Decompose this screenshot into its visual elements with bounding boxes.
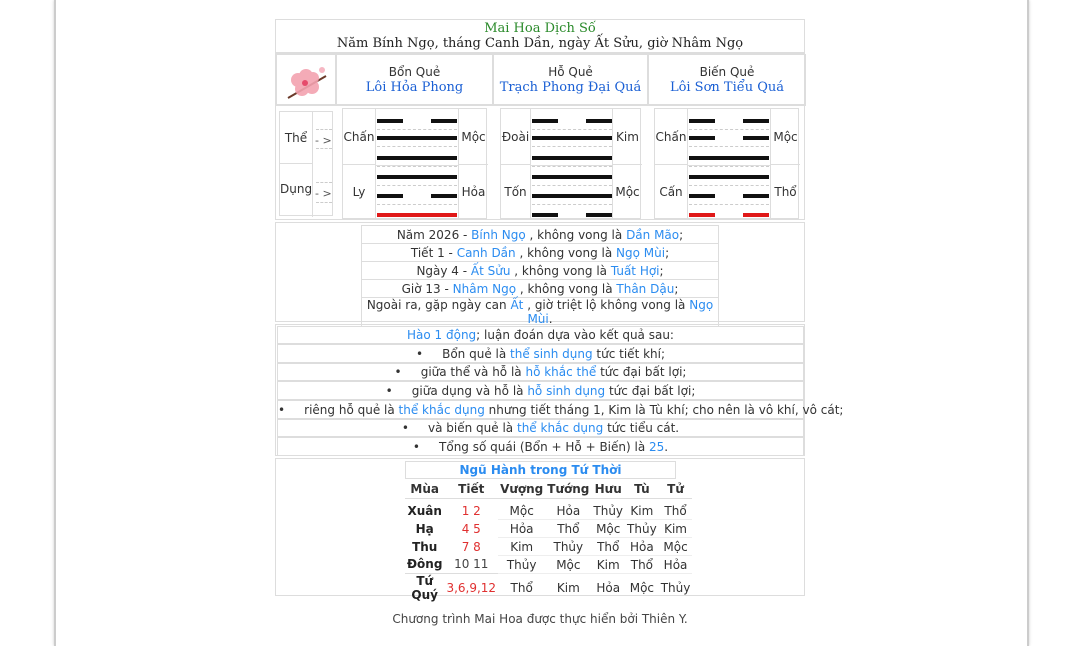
ngu-hanh-col-header: Hưu bbox=[591, 479, 625, 499]
ngu-hanh-row bbox=[405, 520, 692, 538]
analysis-heading: Hào 1 động; luận đoán dựa vào kết quả sau: bbox=[277, 326, 804, 344]
year-row: Năm 2026 - Bính Ngọ , không vong là Dần Mão; bbox=[362, 226, 719, 244]
ho-quai-header bbox=[493, 54, 648, 106]
line-divider bbox=[532, 146, 612, 147]
day-khongvong-link[interactable]: Tuất Hợi bbox=[610, 263, 660, 278]
ho-quai-label: Hỗ Quẻ bbox=[548, 65, 593, 79]
year-canchi-link[interactable]: Bính Ngọ bbox=[471, 227, 526, 242]
element-cell: Thổ bbox=[498, 574, 545, 603]
element-cell: Thổ bbox=[591, 538, 625, 556]
tiet-cell: 7 8 bbox=[461, 539, 481, 554]
bien-upper-trigram: Chấn bbox=[655, 109, 688, 165]
element-cell: Thủy bbox=[591, 499, 625, 520]
tiet-canchi-link[interactable]: Canh Dần bbox=[456, 245, 516, 260]
hexagram-line bbox=[377, 175, 457, 179]
ngu-hanh-col-header: Tù bbox=[625, 479, 659, 499]
bien-lower-element: Thổ bbox=[770, 165, 800, 220]
bien-quai-hexagram bbox=[654, 108, 799, 219]
line-divider bbox=[532, 129, 612, 130]
hexagram-line bbox=[377, 156, 457, 160]
ngu-hanh-col-header: Tử bbox=[659, 479, 693, 499]
element-cell: Hỏa bbox=[625, 538, 659, 556]
ngu-hanh-col-header: Tiết bbox=[444, 479, 498, 499]
day-row: Ngày 4 - Ất Sửu , không vong là Tuất Hợi; bbox=[362, 262, 719, 280]
element-cell: Kim bbox=[591, 556, 625, 574]
ho-upper-trigram: Đoài bbox=[501, 109, 531, 165]
element-cell: Thổ bbox=[625, 556, 659, 574]
ngu-hanh-row bbox=[405, 499, 692, 520]
footer-credit: Chương trình Mai Hoa được thực hiển bởi Thiên Y. bbox=[392, 612, 688, 626]
analysis-line-1: • Bổn quẻ là thể sinh dụng tức tiết khí; bbox=[277, 344, 804, 363]
tiet-row: Tiết 1 - Canh Dần , không vong là Ngọ Mùi; bbox=[362, 244, 719, 262]
tiet-khongvong-link[interactable]: Ngọ Mùi bbox=[616, 245, 666, 260]
hexagram-line bbox=[689, 194, 715, 198]
element-cell: Thủy bbox=[659, 574, 693, 603]
element-cell: Mộc bbox=[625, 574, 659, 603]
hexagram-line bbox=[431, 194, 457, 198]
total-quai-value: 25 bbox=[649, 440, 665, 454]
element-cell: Kim bbox=[659, 520, 693, 538]
page-subtitle: Năm Bính Ngọ, tháng Canh Dần, ngày Ất Sửu, giờ Nhâm Ngọ bbox=[336, 36, 744, 51]
hour-row: Giờ 13 - Nhâm Ngọ , không vong là Thân Dậu; bbox=[362, 280, 719, 298]
element-cell: Hỏa bbox=[591, 574, 625, 603]
analysis-line-6: • Tổng số quái (Bổn + Hỗ + Biến) là 25. bbox=[277, 437, 804, 456]
tiet-cell: 10 11 bbox=[454, 557, 489, 572]
hexagram-row bbox=[275, 105, 805, 220]
hexagram-line bbox=[743, 194, 769, 198]
season-cell: Xuân bbox=[407, 503, 442, 518]
ho-quai-lines bbox=[532, 115, 612, 215]
bien-lower-trigram: Cấn bbox=[655, 165, 688, 220]
ho-upper-element: Kim bbox=[612, 109, 642, 165]
element-cell: Thổ bbox=[545, 520, 591, 538]
analysis-link-5[interactable]: thể khắc dụng bbox=[516, 421, 604, 435]
element-cell: Thủy bbox=[545, 538, 591, 556]
hexagram-line bbox=[532, 175, 612, 179]
dung-arrow: - > bbox=[315, 187, 332, 200]
bon-lower-element: Hỏa bbox=[458, 165, 488, 220]
hexagram-line bbox=[532, 194, 612, 198]
element-cell: Mộc bbox=[545, 556, 591, 574]
hexagram-line bbox=[377, 213, 457, 217]
ngu-hanh-title: Ngũ Hành trong Tứ Thời bbox=[405, 461, 676, 479]
day-canchi-link[interactable]: Ất Sửu bbox=[470, 263, 511, 278]
hexagram-line bbox=[689, 213, 715, 217]
element-cell: Thủy bbox=[498, 556, 545, 574]
hexagram-line bbox=[532, 213, 558, 217]
ngu-hanh-panel bbox=[275, 458, 805, 602]
hexagram-line bbox=[532, 136, 612, 140]
element-cell: Mộc bbox=[498, 499, 545, 520]
hao-dong-link[interactable]: Hào 1 động bbox=[407, 328, 477, 342]
bien-quai-name: Lôi Sơn Tiểu Quá bbox=[669, 80, 785, 95]
line-divider bbox=[377, 129, 457, 130]
analysis-line-4: • riêng hỗ quẻ là thể khắc dụng nhưng tiết tháng 1, Kim là Tù khí; cho nên là vô khí, vô cát; bbox=[277, 400, 804, 419]
line-divider bbox=[377, 146, 457, 147]
element-cell: Hỏa bbox=[498, 520, 545, 538]
ho-lower-trigram: Tốn bbox=[501, 165, 531, 220]
hexagram-line bbox=[743, 136, 769, 140]
hexagram-line bbox=[377, 136, 457, 140]
logo-cell bbox=[276, 54, 336, 106]
ngu-hanh-col-header: Tướng bbox=[545, 479, 591, 499]
bon-upper-element: Mộc bbox=[458, 109, 488, 165]
hexagram-line bbox=[689, 119, 715, 123]
analysis-link-3[interactable]: hỗ sinh dụng bbox=[527, 384, 606, 398]
ho-lower-element: Mộc bbox=[612, 165, 642, 220]
hexagram-line bbox=[689, 175, 769, 179]
bien-quai-header bbox=[648, 54, 806, 106]
hexagram-line bbox=[586, 213, 612, 217]
analysis-link-1[interactable]: thể sinh dụng bbox=[510, 347, 593, 361]
the-dung-panel bbox=[279, 111, 333, 216]
ngu-hanh-header-row bbox=[405, 479, 692, 499]
hexagram-line bbox=[586, 119, 612, 123]
season-cell: Thu bbox=[412, 539, 438, 554]
hexagram-line bbox=[689, 156, 769, 160]
ngu-hanh-row bbox=[405, 538, 692, 556]
ngu-hanh-col-header: Mùa bbox=[405, 479, 444, 499]
element-cell: Mộc bbox=[659, 538, 693, 556]
element-cell: Kim bbox=[498, 538, 545, 556]
header-panel bbox=[275, 19, 805, 53]
hour-khongvong-link[interactable]: Thân Dậu bbox=[616, 281, 675, 296]
line-divider bbox=[532, 185, 612, 186]
ngu-hanh-col-header: Vượng bbox=[498, 479, 545, 499]
bien-upper-element: Mộc bbox=[770, 109, 800, 165]
bon-lower-trigram: Ly bbox=[343, 165, 376, 220]
the-label: Thể bbox=[280, 112, 313, 164]
season-cell: Đông bbox=[407, 557, 443, 572]
bien-quai-label: Biến Quẻ bbox=[699, 65, 755, 79]
hexagram-line bbox=[377, 194, 403, 198]
hexagram-line bbox=[532, 119, 558, 123]
the-arrow: - > bbox=[315, 134, 332, 147]
time-panel bbox=[275, 222, 805, 326]
tiet-cell: 1 2 bbox=[461, 503, 481, 518]
bien-quai-lines bbox=[689, 115, 769, 215]
line-divider bbox=[377, 166, 457, 167]
triet-can-link[interactable]: Ất bbox=[510, 298, 524, 312]
analysis-panel bbox=[275, 324, 844, 456]
line-divider bbox=[689, 204, 769, 205]
bon-quai-header bbox=[336, 54, 493, 106]
hexagram-line bbox=[689, 136, 715, 140]
hour-canchi-link[interactable]: Nhâm Ngọ bbox=[452, 281, 517, 296]
bon-quai-lines bbox=[377, 115, 457, 215]
element-cell: Kim bbox=[545, 574, 591, 603]
element-cell: Thổ bbox=[659, 499, 693, 520]
line-divider bbox=[689, 185, 769, 186]
hexagram-line bbox=[743, 213, 769, 217]
plum-blossom-icon bbox=[282, 58, 332, 104]
page-title: Mai Hoa Dịch Số bbox=[484, 21, 596, 36]
element-cell: Hỏa bbox=[659, 556, 693, 574]
tiet-cell: 3,6,9,12 bbox=[444, 574, 498, 603]
line-divider bbox=[377, 185, 457, 186]
element-cell: Mộc bbox=[591, 520, 625, 538]
hexagram-line bbox=[743, 119, 769, 123]
bon-quai-hexagram bbox=[342, 108, 487, 219]
hexagram-line bbox=[532, 156, 612, 160]
element-cell: Kim bbox=[625, 499, 659, 520]
analysis-line-3: • giữa dụng và hỗ là hỗ sinh dụng tức đại bất lợi; bbox=[277, 381, 804, 400]
line-divider bbox=[532, 166, 612, 167]
analysis-link-2[interactable]: hỗ khắc thể bbox=[525, 365, 597, 379]
bon-quai-name: Lôi Hỏa Phong bbox=[365, 80, 464, 95]
bon-quai-label: Bổn Quẻ bbox=[388, 65, 441, 79]
line-divider bbox=[689, 129, 769, 130]
ho-quai-name: Trạch Phong Đại Quá bbox=[499, 80, 642, 95]
season-cell: Tứ Quý bbox=[405, 574, 444, 603]
year-khongvong-link[interactable]: Dần Mão bbox=[626, 227, 680, 242]
time-table bbox=[361, 225, 719, 327]
element-cell: Hỏa bbox=[545, 499, 591, 520]
ho-quai-hexagram bbox=[500, 108, 641, 219]
tiet-cell: 4 5 bbox=[461, 521, 481, 536]
line-divider bbox=[532, 204, 612, 205]
ngu-hanh-row bbox=[405, 574, 692, 603]
triet-lo-row: Ngoài ra, gặp ngày can Ất , giờ triệt lộ không vong là Ngọ Mùi. bbox=[362, 298, 719, 327]
hexagram-line bbox=[431, 119, 457, 123]
season-cell: Hạ bbox=[415, 521, 434, 536]
bon-upper-trigram: Chấn bbox=[343, 109, 376, 165]
analysis-line-2: • giữa thể và hỗ là hỗ khắc thể tức đại bất lợi; bbox=[277, 363, 804, 381]
line-divider bbox=[689, 166, 769, 167]
triet-khongvong-link[interactable]: Ngọ Mùi bbox=[527, 298, 714, 326]
line-divider bbox=[689, 146, 769, 147]
line-divider bbox=[377, 204, 457, 205]
analysis-line-5: • và biến quẻ là thể khắc dụng tức tiểu cát. bbox=[277, 419, 804, 437]
quai-header-row bbox=[275, 53, 805, 105]
dung-label: Dụng bbox=[280, 164, 313, 217]
ngu-hanh-row bbox=[405, 556, 692, 574]
ngu-hanh-table bbox=[405, 479, 692, 602]
hexagram-line bbox=[377, 119, 403, 123]
element-cell: Thủy bbox=[627, 521, 657, 536]
analysis-link-4[interactable]: thể khắc dụng bbox=[398, 403, 485, 417]
